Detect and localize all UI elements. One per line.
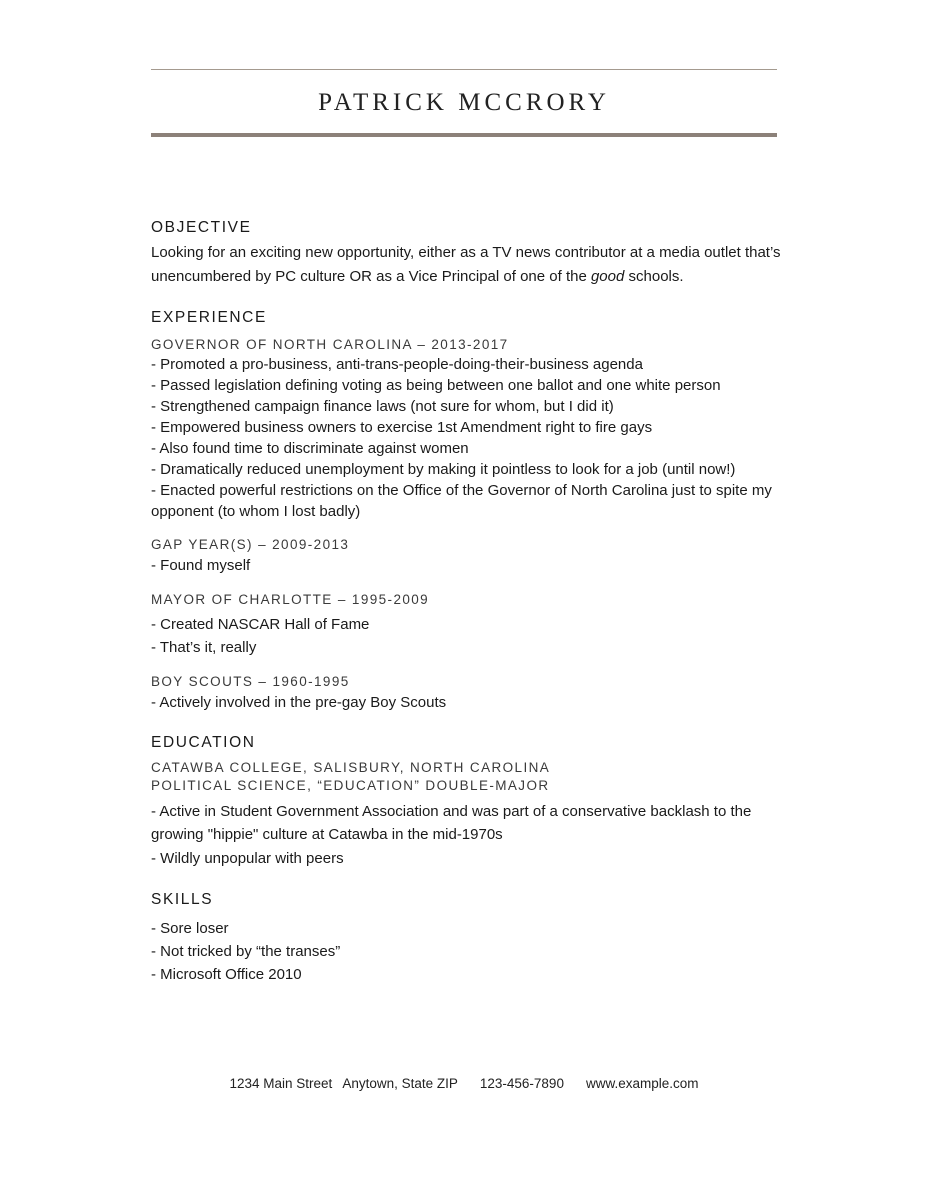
role-gap-years [151,536,781,577]
skills-bullets [151,917,781,986]
objective-text [151,241,781,289]
list-item: - Sore loser [151,920,229,937]
experience-section [151,307,781,714]
list-item: - Enacted powerful restrictions on the Office of the Governor of North Carolina just to spite my opponent (to whom I lost badly) [151,482,772,520]
list-item: - Not tricked by “the transes” [151,943,341,960]
objective-emphasis: good [590,268,625,285]
candidate-name: PATRICK MCCRORY [318,89,610,116]
role-title: MAYOR OF CHARLOTTE – 1995-2009 [151,592,430,607]
list-item: - Actively involved in the pre-gay Boy Scouts [151,694,447,711]
education-section [151,732,781,871]
footer-street: 1234 Main Street [229,1076,333,1091]
objective-section [151,217,781,289]
experience-heading: EXPERIENCE [151,309,267,326]
objective-text-end: schools. [624,268,684,285]
role-bullets [151,613,781,659]
objective-heading: OBJECTIVE [151,219,252,236]
role-bullets [151,554,781,577]
education-bullets [151,800,781,871]
list-item: - Dramatically reduced unemployment by making it pointless to look for a job (until now!) [151,461,736,478]
role-title: BOY SCOUTS – 1960-1995 [151,674,350,689]
education-heading: EDUCATION [151,734,256,751]
role-bullets [151,691,781,714]
role-mayor [151,591,781,659]
list-item: - Wildly unpopular with peers [151,850,344,867]
footer-city: Anytown, State ZIP [342,1076,458,1091]
list-item: - Created NASCAR Hall of Fame [151,616,370,633]
footer-website[interactable]: www.example.com [585,1076,699,1091]
role-title: GAP YEAR(S) – 2009-2013 [151,537,350,552]
list-item: - Passed legislation defining voting as being between one ballot and one white person [151,377,721,394]
objective-text-start: Looking for an exciting new opportunity, either as a TV news contributor at a media outlet that’s unencumbered by PC culture OR as a Vice Principal of one of the [151,244,781,285]
education-school: CATAWBA COLLEGE, SALISBURY, NORTH CAROLINA [151,760,551,775]
list-item: - That’s it, really [151,639,257,656]
role-boy-scouts [151,673,781,714]
role-bullets [151,354,781,522]
role-title: GOVERNOR OF NORTH CAROLINA – 2013-2017 [151,337,509,352]
education-degree: POLITICAL SCIENCE, “EDUCATION” DOUBLE-MAJOR [151,778,550,793]
header-top-rule [151,69,777,70]
list-item: - Active in Student Government Association and was part of a conservative backlash to the growing "hippie" culture at Catawba in the mid-1970s [151,803,752,843]
skills-section [151,889,781,986]
list-item: - Promoted a pro-business, anti-trans-people-doing-their-business agenda [151,356,643,373]
contact-footer [0,1075,928,1093]
list-item: - Also found time to discriminate against women [151,440,469,457]
list-item: - Found myself [151,557,251,574]
list-item: - Microsoft Office 2010 [151,966,302,983]
header-bottom-rule [151,133,777,137]
resume-body [151,217,781,986]
role-governor [151,336,781,522]
list-item: - Strengthened campaign finance laws (not sure for whom, but I did it) [151,398,614,415]
list-item: - Empowered business owners to exercise 1st Amendment right to fire gays [151,419,653,436]
skills-heading: SKILLS [151,891,214,908]
footer-phone: 123-456-7890 [479,1076,564,1091]
